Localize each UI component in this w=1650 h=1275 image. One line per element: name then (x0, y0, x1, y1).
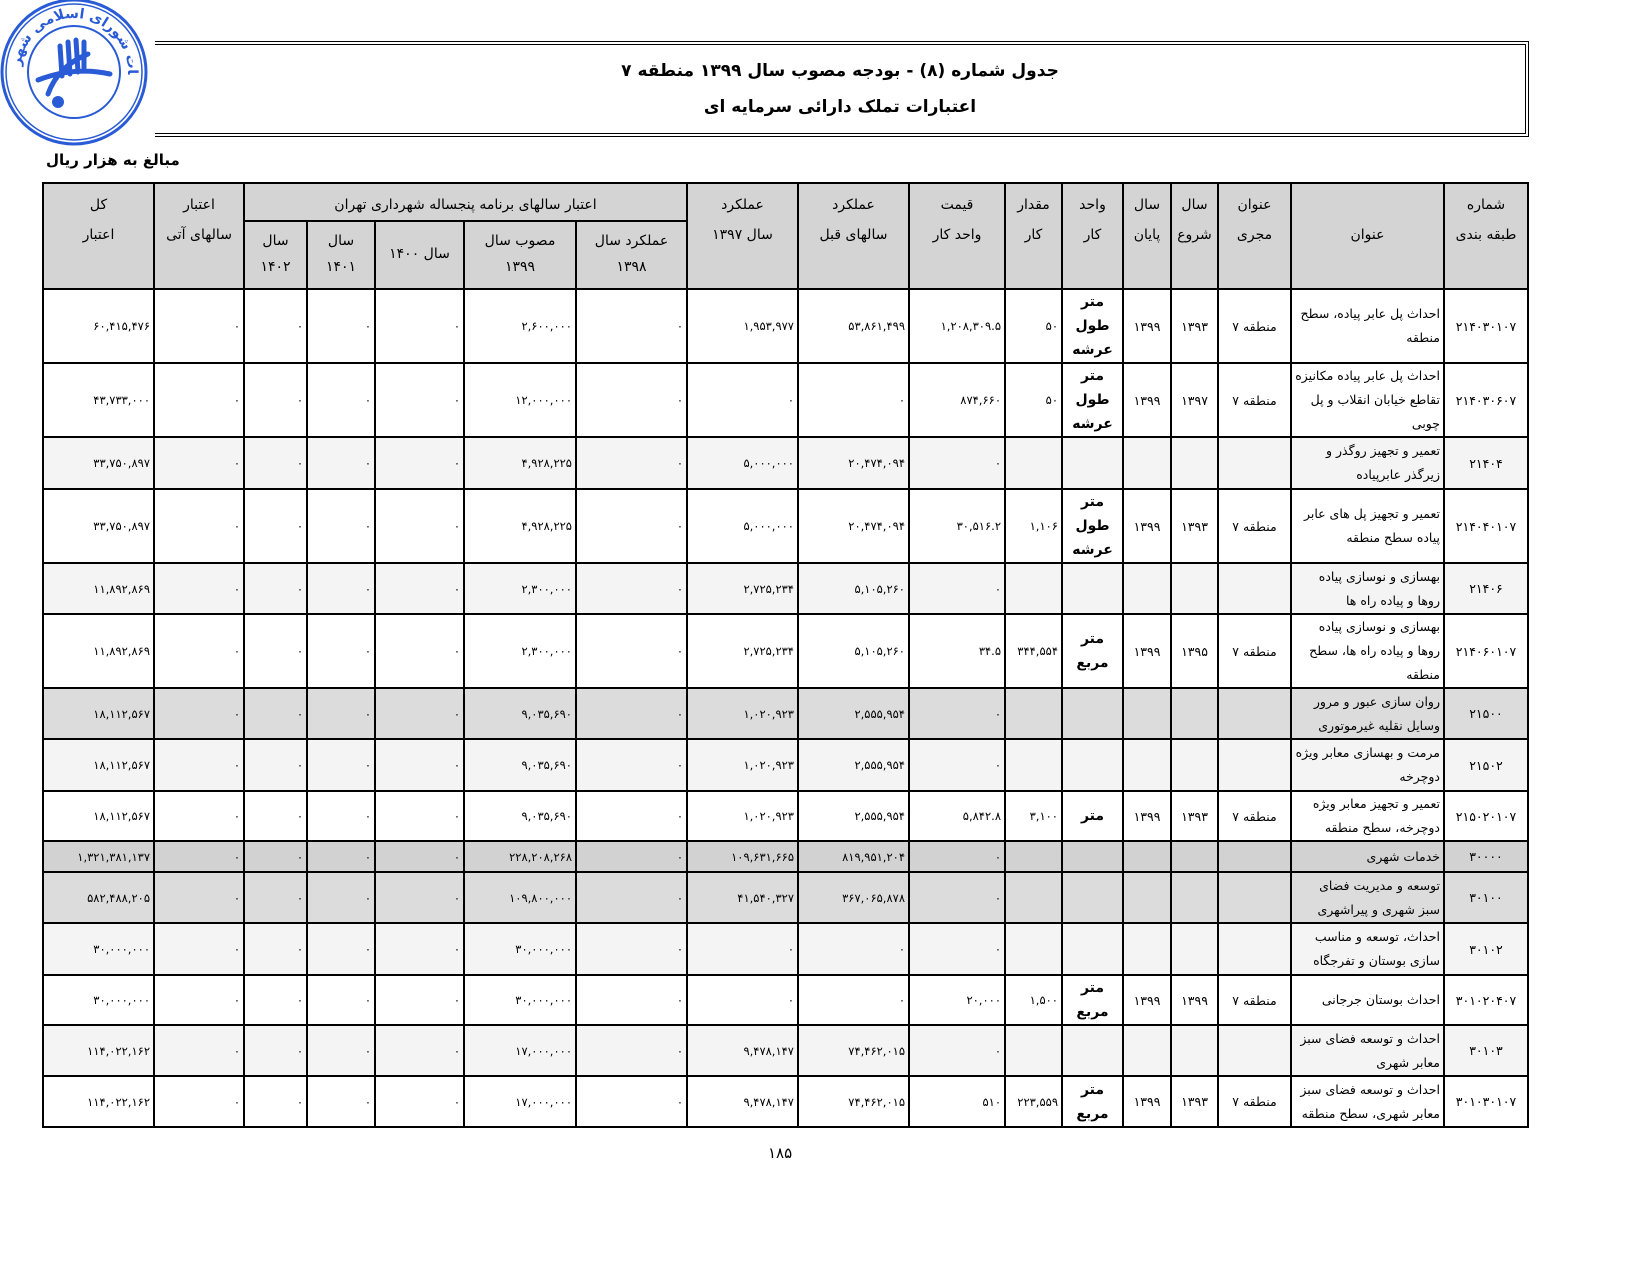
cell-end (1123, 923, 1171, 975)
cell-y1401: ۰ (307, 563, 375, 614)
cell-total: ۱,۳۲۱,۳۸۱,۱۳۷ (43, 841, 154, 872)
cell-code: ۲۱۴۰۶ (1444, 563, 1528, 614)
table-row (43, 975, 1528, 1025)
cell-price: ۰ (909, 1025, 1005, 1076)
cell-future: ۰ (154, 489, 244, 563)
cell-code: ۳۰۱۰۳۰۱۰۷ (1444, 1076, 1528, 1127)
cell-unit (1062, 437, 1123, 489)
cell-end: ۱۳۹۹ (1123, 975, 1171, 1025)
cell-total: ۱۱,۸۹۲,۸۶۹ (43, 614, 154, 688)
document-title: جدول شماره (۸) - بودجه مصوب سال ۱۳۹۹ منطقه ۷ (621, 61, 1059, 81)
cell-prev: ۵,۱۰۵,۲۶۰ (798, 614, 909, 688)
header-work-unit: واحد کار (1062, 183, 1123, 289)
cell-qty: ۳,۱۰۰ (1005, 791, 1062, 841)
header-code: شماره طبقه بندی (1444, 183, 1528, 289)
cell-qty: ۱,۵۰۰ (1005, 975, 1062, 1025)
cell-unit (1062, 872, 1123, 923)
cell-prev: ۲,۵۵۵,۹۵۴ (798, 791, 909, 841)
cell-qty: ۵۰ (1005, 289, 1062, 363)
cell-title: توسعه و مدیریت فضای سبز شهری و پیراشهری (1291, 872, 1444, 923)
cell-y1401: ۰ (307, 437, 375, 489)
cell-title: مرمت و بهسازی معابر ویژه دوچرخه (1291, 739, 1444, 791)
cell-end: ۱۳۹۹ (1123, 614, 1171, 688)
cell-exec (1218, 923, 1291, 975)
cell-price: ۳۰,۵۱۶.۲ (909, 489, 1005, 563)
cell-y1402: ۰ (244, 1076, 307, 1127)
cell-code: ۲۱۴۰۴۰۱۰۷ (1444, 489, 1528, 563)
cell-y1400: ۰ (375, 1025, 464, 1076)
cell-unit: متر طول عرشه (1062, 363, 1123, 437)
cell-price: ۰ (909, 739, 1005, 791)
cell-unit (1062, 563, 1123, 614)
cell-future: ۰ (154, 739, 244, 791)
cell-total: ۱۱۴,۰۲۲,۱۶۲ (43, 1076, 154, 1127)
cell-y97: ۰ (687, 923, 798, 975)
table-row (43, 841, 1528, 872)
cell-y1400: ۰ (375, 688, 464, 739)
cell-end: ۱۳۹۹ (1123, 1076, 1171, 1127)
cell-price: ۱,۲۰۸,۳۰۹.۵ (909, 289, 1005, 363)
cell-end: ۱۳۹۹ (1123, 363, 1171, 437)
cell-code: ۲۱۵۰۲۰۱۰۷ (1444, 791, 1528, 841)
header-unit-price: قیمت واحد کار (909, 183, 1005, 289)
cell-future: ۰ (154, 1025, 244, 1076)
cell-code: ۲۱۴۰۶۰۱۰۷ (1444, 614, 1528, 688)
document-subtitle: اعتبارات تملک دارائی سرمایه ای (703, 97, 977, 117)
cell-y1401: ۰ (307, 1076, 375, 1127)
cell-y97: ۰ (687, 975, 798, 1025)
cell-start (1171, 739, 1218, 791)
header-title: عنوان (1291, 183, 1444, 289)
council-seal-stamp (0, 0, 150, 148)
cell-total: ۱۸,۱۱۲,۵۶۷ (43, 688, 154, 739)
cell-y1401: ۰ (307, 1025, 375, 1076)
cell-y99: ۹,۰۳۵,۶۹۰ (464, 791, 576, 841)
cell-y1400: ۰ (375, 363, 464, 437)
cell-y99: ۱۲,۰۰۰,۰۰۰ (464, 363, 576, 437)
cell-y1400: ۰ (375, 1076, 464, 1127)
table-row (43, 363, 1528, 437)
cell-prev: ۵۳,۸۶۱,۴۹۹ (798, 289, 909, 363)
cell-exec: منطقه ۷ (1218, 1076, 1291, 1127)
cell-end (1123, 563, 1171, 614)
cell-unit: متر طول عرشه (1062, 289, 1123, 363)
cell-y1400: ۰ (375, 289, 464, 363)
cell-y1402: ۰ (244, 975, 307, 1025)
table-row (43, 614, 1528, 688)
cell-title: بهسازی و نوسازی پیاده روها و پیاده راه ها (1291, 563, 1444, 614)
cell-qty (1005, 841, 1062, 872)
cell-future: ۰ (154, 975, 244, 1025)
table-row (43, 1076, 1528, 1127)
cell-start: ۱۳۹۳ (1171, 1076, 1218, 1127)
cell-y1401: ۰ (307, 791, 375, 841)
cell-y98: ۰ (576, 923, 687, 975)
cell-price: ۵,۸۴۲.۸ (909, 791, 1005, 841)
cell-y97: ۱,۰۲۰,۹۲۳ (687, 739, 798, 791)
cell-price: ۰ (909, 688, 1005, 739)
cell-y98: ۰ (576, 975, 687, 1025)
cell-price: ۲۰,۰۰۰ (909, 975, 1005, 1025)
cell-y1400: ۰ (375, 975, 464, 1025)
cell-y98: ۰ (576, 489, 687, 563)
cell-qty (1005, 1025, 1062, 1076)
cell-y98: ۰ (576, 1076, 687, 1127)
cell-y1400: ۰ (375, 489, 464, 563)
cell-y97: ۱,۰۲۰,۹۲۳ (687, 791, 798, 841)
cell-y1402: ۰ (244, 489, 307, 563)
cell-qty (1005, 872, 1062, 923)
cell-y1402: ۰ (244, 289, 307, 363)
cell-y1402: ۰ (244, 614, 307, 688)
table-row (43, 289, 1528, 363)
cell-end (1123, 1025, 1171, 1076)
cell-exec (1218, 688, 1291, 739)
cell-start (1171, 923, 1218, 975)
cell-y98: ۰ (576, 841, 687, 872)
cell-total: ۱۱,۸۹۲,۸۶۹ (43, 563, 154, 614)
table-row (43, 739, 1528, 791)
cell-qty (1005, 923, 1062, 975)
cell-y1400: ۰ (375, 791, 464, 841)
cell-exec (1218, 841, 1291, 872)
cell-future: ۰ (154, 872, 244, 923)
cell-y1402: ۰ (244, 363, 307, 437)
cell-y1400: ۰ (375, 437, 464, 489)
cell-y1402: ۰ (244, 923, 307, 975)
cell-code: ۲۱۵۰۰ (1444, 688, 1528, 739)
cell-y1401: ۰ (307, 363, 375, 437)
cell-prev: ۵,۱۰۵,۲۶۰ (798, 563, 909, 614)
cell-y97: ۵,۰۰۰,۰۰۰ (687, 437, 798, 489)
cell-future: ۰ (154, 614, 244, 688)
cell-future: ۰ (154, 841, 244, 872)
cell-exec: منطقه ۷ (1218, 791, 1291, 841)
cell-y99: ۴,۹۲۸,۲۲۵ (464, 489, 576, 563)
cell-exec (1218, 739, 1291, 791)
cell-code: ۳۰۱۰۳ (1444, 1025, 1528, 1076)
cell-title: تعمیر و تجهیز پل های عابر پیاده سطح منطقه (1291, 489, 1444, 563)
cell-y99: ۴,۹۲۸,۲۲۵ (464, 437, 576, 489)
cell-end (1123, 688, 1171, 739)
cell-total: ۱۸,۱۱۲,۵۶۷ (43, 739, 154, 791)
cell-unit: متر طول عرشه (1062, 489, 1123, 563)
cell-title: بهسازی و نوسازی پیاده روها و پیاده راه ها، سطح منطقه (1291, 614, 1444, 688)
cell-future: ۰ (154, 289, 244, 363)
cell-future: ۰ (154, 688, 244, 739)
cell-future: ۰ (154, 923, 244, 975)
cell-prev: ۰ (798, 923, 909, 975)
cell-start (1171, 872, 1218, 923)
cell-total: ۳۰,۰۰۰,۰۰۰ (43, 923, 154, 975)
cell-code: ۲۱۴۰۴ (1444, 437, 1528, 489)
cell-code: ۳۰۰۰۰ (1444, 841, 1528, 872)
cell-title: خدمات شهری (1291, 841, 1444, 872)
cell-start: ۱۳۹۹ (1171, 975, 1218, 1025)
cell-unit (1062, 739, 1123, 791)
cell-price: ۰ (909, 872, 1005, 923)
cell-exec: منطقه ۷ (1218, 363, 1291, 437)
cell-y98: ۰ (576, 614, 687, 688)
cell-y1401: ۰ (307, 739, 375, 791)
cell-price: ۰ (909, 437, 1005, 489)
cell-prev: ۲۰,۴۷۴,۰۹۴ (798, 489, 909, 563)
cell-y98: ۰ (576, 688, 687, 739)
cell-start: ۱۳۹۷ (1171, 363, 1218, 437)
cell-y98: ۰ (576, 791, 687, 841)
cell-y97: ۲,۷۲۵,۲۳۴ (687, 563, 798, 614)
table-row (43, 1025, 1528, 1076)
cell-y99: ۹,۰۳۵,۶۹۰ (464, 739, 576, 791)
cell-title: احداث پل عابر پیاده، سطح منطقه (1291, 289, 1444, 363)
cell-future: ۰ (154, 563, 244, 614)
cell-prev: ۲۰,۴۷۴,۰۹۴ (798, 437, 909, 489)
header-performance-1398: عملکرد سال ۱۳۹۸ (576, 221, 687, 289)
header-start-year: سال شروع (1171, 183, 1218, 289)
cell-qty: ۲۲۳,۵۵۹ (1005, 1076, 1062, 1127)
cell-y1400: ۰ (375, 872, 464, 923)
cell-unit (1062, 841, 1123, 872)
cell-y99: ۱۰۹,۸۰۰,۰۰۰ (464, 872, 576, 923)
cell-unit: متر مربع (1062, 614, 1123, 688)
cell-qty (1005, 563, 1062, 614)
cell-unit (1062, 923, 1123, 975)
table-body (43, 289, 1528, 1127)
table-row (43, 872, 1528, 923)
cell-y99: ۲,۳۰۰,۰۰۰ (464, 614, 576, 688)
cell-y99: ۲,۳۰۰,۰۰۰ (464, 563, 576, 614)
table-row (43, 563, 1528, 614)
cell-total: ۳۳,۷۵۰,۸۹۷ (43, 489, 154, 563)
cell-price: ۸۷۴,۶۶۰ (909, 363, 1005, 437)
cell-start (1171, 1025, 1218, 1076)
cell-qty: ۱,۱۰۶ (1005, 489, 1062, 563)
cell-y99: ۳۰,۰۰۰,۰۰۰ (464, 923, 576, 975)
cell-total: ۴۳,۷۳۳,۰۰۰ (43, 363, 154, 437)
header-approved-1399: مصوب سال ۱۳۹۹ (464, 221, 576, 289)
header-executor: عنوان مجری (1218, 183, 1291, 289)
cell-prev: ۰ (798, 975, 909, 1025)
cell-title: احداث، توسعه و مناسب سازی بوستان و تفرجگاه (1291, 923, 1444, 975)
cell-price: ۰ (909, 841, 1005, 872)
cell-end: ۱۳۹۹ (1123, 791, 1171, 841)
cell-qty (1005, 437, 1062, 489)
cell-y1402: ۰ (244, 739, 307, 791)
cell-start: ۱۳۹۳ (1171, 289, 1218, 363)
cell-qty: ۳۴۴,۵۵۴ (1005, 614, 1062, 688)
cell-code: ۳۰۱۰۲ (1444, 923, 1528, 975)
cell-prev: ۰ (798, 363, 909, 437)
cell-future: ۰ (154, 1076, 244, 1127)
cell-start (1171, 841, 1218, 872)
cell-prev: ۳۶۷,۰۶۵,۸۷۸ (798, 872, 909, 923)
header-year-1402: سال ۱۴۰۲ (244, 221, 307, 289)
cell-exec: منطقه ۷ (1218, 289, 1291, 363)
cell-end (1123, 841, 1171, 872)
cell-y97: ۵,۰۰۰,۰۰۰ (687, 489, 798, 563)
cell-title: تعمیر و تجهیز روگذر و زیرگذر عابرپیاده (1291, 437, 1444, 489)
cell-y1400: ۰ (375, 923, 464, 975)
cell-total: ۳۰,۰۰۰,۰۰۰ (43, 975, 154, 1025)
cell-end: ۱۳۹۹ (1123, 289, 1171, 363)
cell-title: احداث پل عابر پیاده مکانیزه تقاطع خیابان انقلاب و پل چوبی (1291, 363, 1444, 437)
cell-y99: ۹,۰۳۵,۶۹۰ (464, 688, 576, 739)
currency-unit-note: مبالغ به هزار ریال (46, 151, 180, 169)
cell-start (1171, 563, 1218, 614)
cell-price: ۰ (909, 923, 1005, 975)
cell-start: ۱۳۹۵ (1171, 614, 1218, 688)
cell-qty (1005, 739, 1062, 791)
cell-unit (1062, 688, 1123, 739)
cell-y1401: ۰ (307, 841, 375, 872)
cell-y97: ۹,۴۷۸,۱۴۷ (687, 1076, 798, 1127)
cell-end: ۱۳۹۹ (1123, 489, 1171, 563)
cell-y97: ۰ (687, 363, 798, 437)
cell-price: ۳۴.۵ (909, 614, 1005, 688)
table-row (43, 489, 1528, 563)
cell-start: ۱۳۹۳ (1171, 791, 1218, 841)
header-year-1401: سال ۱۴۰۱ (307, 221, 375, 289)
cell-y1402: ۰ (244, 872, 307, 923)
cell-prev: ۷۴,۴۶۲,۰۱۵ (798, 1025, 909, 1076)
header-performance-1397: عملکرد سال ۱۳۹۷ (687, 183, 798, 289)
cell-price: ۵۱۰ (909, 1076, 1005, 1127)
cell-y1402: ۰ (244, 688, 307, 739)
cell-code: ۳۰۱۰۲۰۴۰۷ (1444, 975, 1528, 1025)
cell-start: ۱۳۹۳ (1171, 489, 1218, 563)
cell-y98: ۰ (576, 289, 687, 363)
cell-end (1123, 437, 1171, 489)
cell-y1402: ۰ (244, 1025, 307, 1076)
page-number: ۱۸۵ (768, 1144, 793, 1162)
cell-title: تعمیر و تجهیز معابر ویژه دوچرخه، سطح منطقه (1291, 791, 1444, 841)
cell-total: ۳۳,۷۵۰,۸۹۷ (43, 437, 154, 489)
cell-y99: ۲۲۸,۲۰۸,۲۶۸ (464, 841, 576, 872)
cell-y1400: ۰ (375, 739, 464, 791)
cell-y97: ۹,۴۷۸,۱۴۷ (687, 1025, 798, 1076)
cell-y99: ۱۷,۰۰۰,۰۰۰ (464, 1076, 576, 1127)
cell-code: ۲۱۴۰۳۰۶۰۷ (1444, 363, 1528, 437)
cell-y97: ۲,۷۲۵,۲۳۴ (687, 614, 798, 688)
cell-y98: ۰ (576, 1025, 687, 1076)
header-total-credit: کل اعتبار (43, 183, 154, 289)
cell-y98: ۰ (576, 872, 687, 923)
cell-y1400: ۰ (375, 563, 464, 614)
cell-qty (1005, 688, 1062, 739)
cell-prev: ۸۱۹,۹۵۱,۲۰۴ (798, 841, 909, 872)
cell-exec: منطقه ۷ (1218, 975, 1291, 1025)
header-future-credit: اعتبار سالهای آتی (154, 183, 244, 289)
table-row (43, 437, 1528, 489)
cell-y99: ۳۰,۰۰۰,۰۰۰ (464, 975, 576, 1025)
cell-y97: ۱۰۹,۶۳۱,۶۶۵ (687, 841, 798, 872)
cell-prev: ۷۴,۴۶۲,۰۱۵ (798, 1076, 909, 1127)
cell-y1402: ۰ (244, 791, 307, 841)
cell-title: روان سازی عبور و مرور وسایل نقلیه غیرموتوری (1291, 688, 1444, 739)
cell-y1401: ۰ (307, 614, 375, 688)
cell-qty: ۵۰ (1005, 363, 1062, 437)
cell-exec: منطقه ۷ (1218, 489, 1291, 563)
cell-y97: ۴۱,۵۴۰,۳۲۷ (687, 872, 798, 923)
cell-start (1171, 688, 1218, 739)
cell-unit (1062, 1025, 1123, 1076)
header-five-year-plan: اعتبار سالهای برنامه پنجساله شهرداری تهران (244, 183, 687, 221)
budget-table (42, 182, 1529, 1128)
cell-y98: ۰ (576, 563, 687, 614)
cell-y99: ۱۷,۰۰۰,۰۰۰ (464, 1025, 576, 1076)
cell-end (1123, 739, 1171, 791)
cell-total: ۵۸۲,۴۸۸,۲۰۵ (43, 872, 154, 923)
cell-total: ۶۰,۴۱۵,۴۷۶ (43, 289, 154, 363)
cell-unit: متر (1062, 791, 1123, 841)
cell-total: ۱۸,۱۱۲,۵۶۷ (43, 791, 154, 841)
cell-future: ۰ (154, 363, 244, 437)
cell-y1401: ۰ (307, 872, 375, 923)
cell-y99: ۲,۶۰۰,۰۰۰ (464, 289, 576, 363)
table-row (43, 791, 1528, 841)
cell-y1400: ۰ (375, 841, 464, 872)
cell-code: ۳۰۱۰۰ (1444, 872, 1528, 923)
cell-exec (1218, 872, 1291, 923)
svg-text:مصوبات شورای اسلامی شهر تهران: ات شورای اسلامی شهر (8, 5, 141, 75)
cell-y98: ۰ (576, 363, 687, 437)
cell-y1402: ۰ (244, 437, 307, 489)
cell-total: ۱۱۴,۰۲۲,۱۶۲ (43, 1025, 154, 1076)
cell-exec (1218, 563, 1291, 614)
cell-future: ۰ (154, 791, 244, 841)
cell-future: ۰ (154, 437, 244, 489)
table-row (43, 923, 1528, 975)
header-end-year: سال پایان (1123, 183, 1171, 289)
cell-y1402: ۰ (244, 841, 307, 872)
cell-code: ۲۱۵۰۲ (1444, 739, 1528, 791)
cell-y1401: ۰ (307, 289, 375, 363)
table-row (43, 688, 1528, 739)
cell-y1401: ۰ (307, 489, 375, 563)
cell-price: ۰ (909, 563, 1005, 614)
cell-title: احداث و توسعه فضای سبز معابر شهری (1291, 1025, 1444, 1076)
cell-y97: ۱,۰۲۰,۹۲۳ (687, 688, 798, 739)
cell-title: احداث و توسعه فضای سبز معابر شهری، سطح منطقه (1291, 1076, 1444, 1127)
header-prior-performance: عملکرد سالهای قبل (798, 183, 909, 289)
cell-y1400: ۰ (375, 614, 464, 688)
cell-y97: ۱,۹۵۳,۹۷۷ (687, 289, 798, 363)
cell-start (1171, 437, 1218, 489)
cell-unit: متر مربع (1062, 1076, 1123, 1127)
cell-title: احداث بوستان جرجانی (1291, 975, 1444, 1025)
cell-y1402: ۰ (244, 563, 307, 614)
header-work-quantity: مقدار کار (1005, 183, 1062, 289)
cell-exec (1218, 437, 1291, 489)
title-band (155, 41, 1529, 137)
cell-y1401: ۰ (307, 688, 375, 739)
cell-prev: ۲,۵۵۵,۹۵۴ (798, 688, 909, 739)
cell-exec (1218, 1025, 1291, 1076)
cell-y98: ۰ (576, 739, 687, 791)
cell-prev: ۲,۵۵۵,۹۵۴ (798, 739, 909, 791)
cell-unit: متر مربع (1062, 975, 1123, 1025)
cell-y1401: ۰ (307, 975, 375, 1025)
header-year-1400: سال ۱۴۰۰ (375, 221, 464, 289)
cell-y98: ۰ (576, 437, 687, 489)
cell-code: ۲۱۴۰۳۰۱۰۷ (1444, 289, 1528, 363)
cell-y1401: ۰ (307, 923, 375, 975)
cell-exec: منطقه ۷ (1218, 614, 1291, 688)
cell-end (1123, 872, 1171, 923)
